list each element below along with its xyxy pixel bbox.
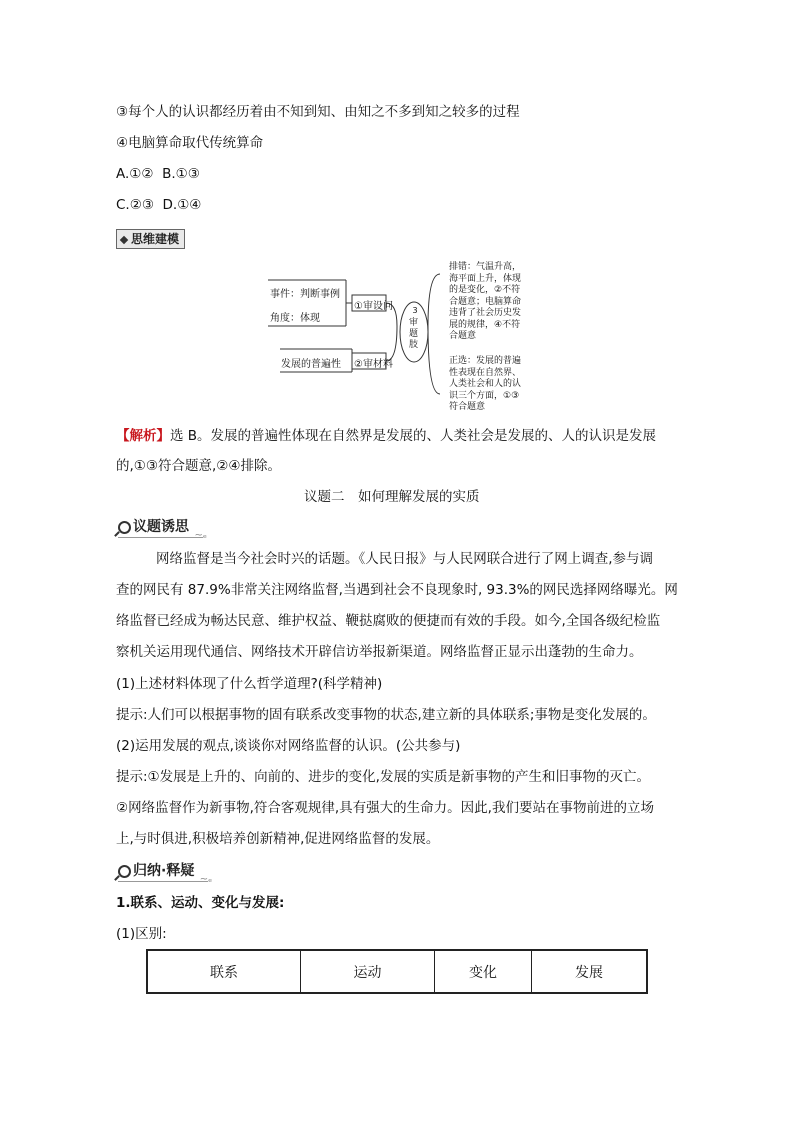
passage-line-4: 察机关运用现代通信、网络技术开辟信访举报新渠道。网络监督正显示出蓬勃的生命力。	[116, 644, 643, 660]
table-header-cell: 联系	[147, 950, 301, 993]
exclude-line: 排错：气温升高，	[449, 262, 522, 272]
table-header-cell: 发展	[532, 950, 648, 993]
diagram-step-material: ②审材料	[354, 359, 393, 370]
diagram-step-question: ①审设问	[354, 301, 393, 312]
question-1: (1)上述材料体现了什么哲学道理?(科学精神)	[116, 676, 383, 692]
diagram-circle-label: 审题肢	[409, 318, 419, 350]
question-2: (2)运用发展的观点,谈谈你对网络监督的认识。(公共参与)	[116, 738, 461, 754]
diamond-icon	[120, 235, 128, 243]
correct-line: 正选：发展的普遍	[449, 356, 522, 366]
diagram-angle: 角度：体现	[270, 313, 320, 324]
exclude-line: 展的规律，④不符	[449, 319, 521, 330]
section-subheading: (1)区别:	[116, 926, 167, 942]
analysis-label: 【解析】	[116, 428, 170, 444]
magnifier-icon	[118, 521, 131, 534]
exclude-line: 合题意	[449, 331, 477, 341]
exclude-line: 违背了社会历史发	[449, 308, 522, 318]
analysis-line-2: 的,①③符合题意,②④排除。	[116, 458, 281, 474]
diagram-event: 事件：判断事例	[270, 289, 340, 300]
analysis-text: 选 B。发展的普遍性体现在自然界是发展的、人类社会是发展的、人的认识是发展	[170, 428, 657, 444]
correct-line: 符合题意	[449, 402, 486, 412]
passage-line-1: 网络监督是当今社会时兴的话题。《人民日报》与人民网联合进行了网上调查,参与调	[156, 551, 654, 567]
diagram-correct-note	[449, 356, 521, 414]
magnifier-icon	[118, 865, 131, 878]
summary-tag: 归纳·释疑 ~ₑ	[118, 860, 194, 882]
passage-line-2: 查的网民有 87.9%非常关注网络监督,当遇到社会不良现象时, 93.3%的网民选择网络曝光。网	[116, 582, 678, 598]
analysis-line-1	[116, 427, 656, 445]
topic-inspire-tag: 议题诱思 ~ₑ	[118, 516, 189, 538]
summary-label: 归纳·释疑	[133, 863, 195, 879]
answer-hint-2-line-1: 提示:①发展是上升的、向前的、进步的变化,发展的实质是新事物的产生和旧事物的灭亡。	[116, 769, 650, 785]
section-heading: 1.联系、运动、变化与发展:	[116, 895, 285, 911]
answer-hint-1: 提示:人们可以根据事物的固有联系改变事物的状态,建立新的具体联系;事物是变化发展的。	[116, 707, 656, 723]
correct-line: 识三个方面，①③	[449, 390, 520, 401]
exclude-line: 海平面上升，体现	[449, 273, 522, 284]
table-header-cell: 变化	[435, 950, 532, 993]
thinking-model-label: 思维建模	[131, 232, 180, 246]
correct-line: 性表现在自然界、	[449, 367, 522, 378]
answer-options-cd: C.②③ D.①④	[116, 197, 202, 213]
diagram-exclude-note	[449, 262, 521, 343]
answer-hint-2-line-2: ②网络监督作为新事物,符合客观规律,具有强大的生命力。因此,我们要站在事物前进的立场	[116, 800, 654, 816]
answer-options-ab: A.①② B.①③	[116, 166, 200, 182]
table-row	[147, 950, 647, 993]
exclude-line: 的是变化，②不符	[449, 285, 521, 295]
passage-line-3: 络监督已经成为畅达民意、维护权益、鞭挞腐败的便捷而有效的手段。如今,全国各级纪检监	[116, 613, 661, 629]
correct-line: 人类社会和人的认	[449, 379, 522, 389]
diagram-material: 发展的普遍性	[281, 359, 341, 370]
thinking-model-tag	[116, 229, 185, 249]
comparison-table	[146, 949, 648, 994]
topic-title: 议题二 如何理解发展的实质	[304, 489, 480, 505]
option-statement-4: ④电脑算命取代传统算命	[116, 135, 264, 151]
table-header-cell: 运动	[301, 950, 435, 993]
diagram-circle-number: 3	[412, 306, 418, 315]
topic-inspire-label: 议题诱思	[133, 519, 189, 535]
answer-hint-2-line-3: 上,与时俱进,积极培养创新精神,促进网络监督的发展。	[116, 831, 440, 847]
option-statement-3: ③每个人的认识都经历着由不知到知、由知之不多到知之较多的过程	[116, 104, 520, 120]
exclude-line: 合题意；电脑算命	[449, 296, 522, 307]
